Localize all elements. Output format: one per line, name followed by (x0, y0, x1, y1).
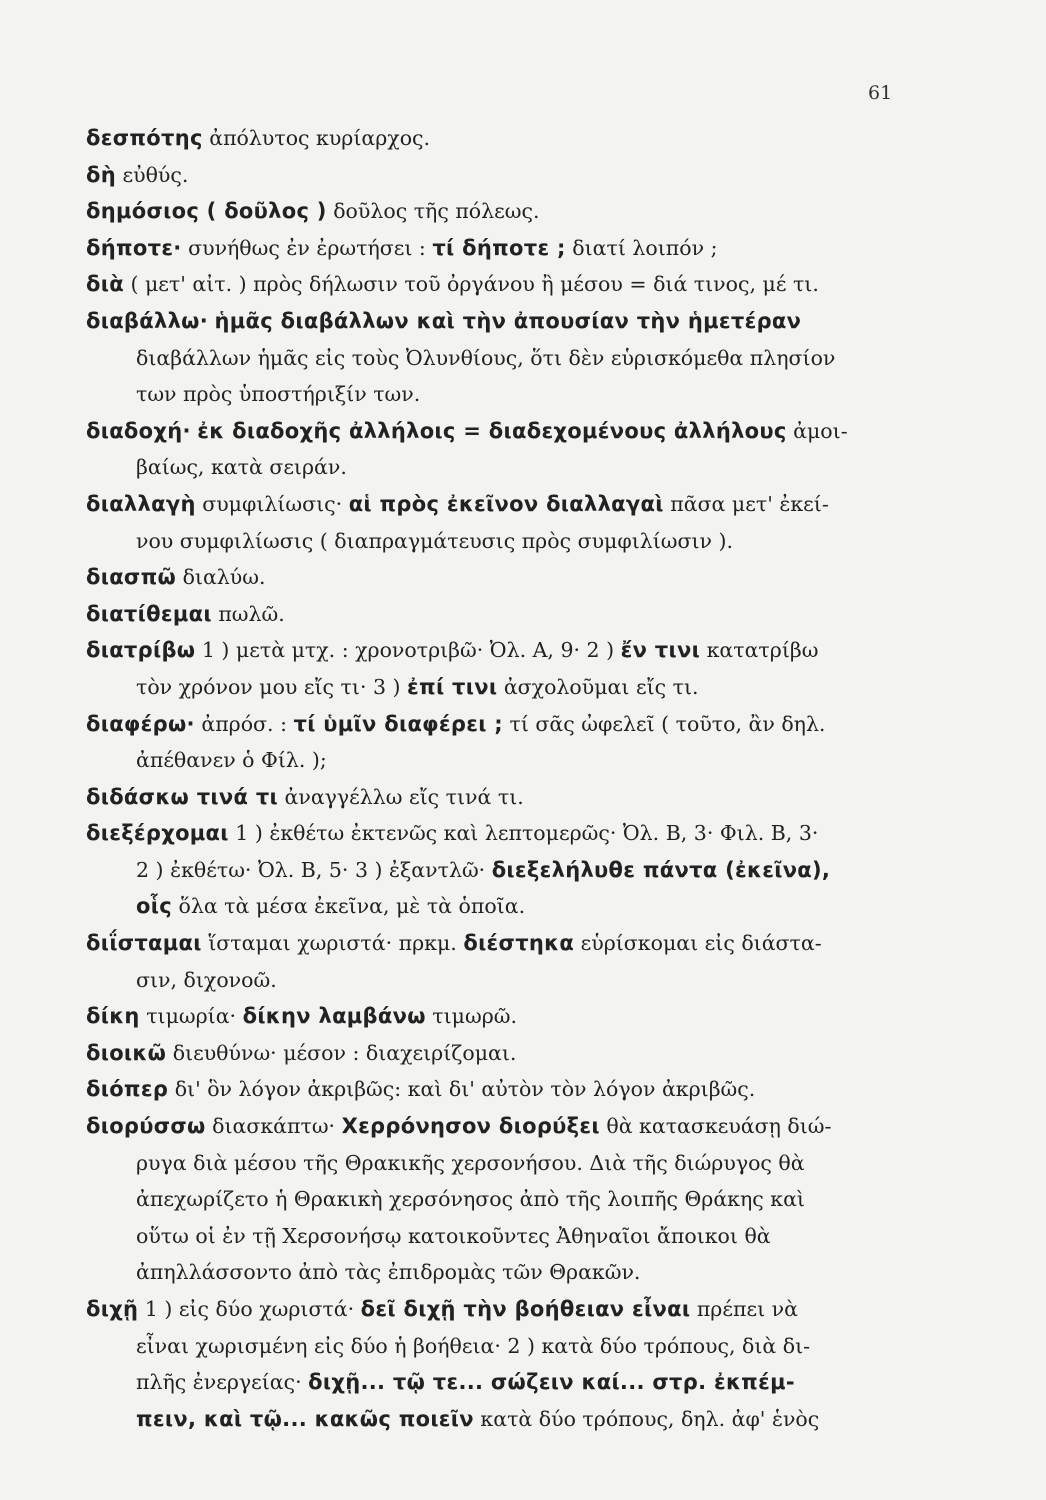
entry-line (86, 157, 912, 194)
entry-continuation-line (86, 852, 912, 889)
dictionary-entry (86, 1071, 912, 1108)
definition-text: ἀπόλυτος κυρίαρχος. (202, 126, 431, 150)
bold-phrase: Χερρόνησον διορύξει (341, 1114, 600, 1139)
dictionary-entry (86, 596, 912, 633)
headword: διεξέρχομαι (86, 821, 229, 846)
bold-phrase: ἔν τινι (620, 638, 701, 663)
definition-text: κατὰ δύο τρόπους, δηλ. ἀφ' ἑνὸς (473, 1406, 820, 1431)
definition-text: διαλύω. (176, 565, 266, 590)
bold-phrase: ἐκ διαδοχῆς ἀλλήλοις = διαδεχομένους ἀλλήλους (197, 418, 787, 443)
entry-line (86, 486, 912, 523)
headword: δήποτε· (86, 235, 182, 260)
dictionary-entry (86, 157, 912, 194)
entry-line (86, 193, 912, 230)
entry-continuation-line (86, 1145, 912, 1182)
bold-phrase: διεξελήλυθε πάντα (ἐκεῖνα), (491, 857, 831, 882)
entry-continuation-line (86, 1181, 912, 1218)
entry-line (86, 266, 912, 303)
entry-continuation-line (86, 376, 912, 413)
definition-text: πλῆς ἐνεργείας· (136, 1370, 309, 1395)
definition-text: ἀπηλλάσσοντο ἀπὸ τὰς ἐπιδρομὰς τῶν Θρακῶν. (136, 1260, 641, 1285)
dictionary-entry (86, 266, 912, 303)
bold-phrase: οἷς (136, 894, 172, 919)
definition-text: πρέπει νὰ (690, 1297, 798, 1321)
entry-line (86, 559, 912, 596)
definition-text: ρυγα διὰ μέσου τῆς Θρακικῆς χερσονήσου. Διὰ τῆς διώρυγος θὰ (136, 1150, 805, 1175)
definition-text: σιν, διχονοῶ. (136, 967, 277, 992)
definition-text: 1 ) εἰς δύο χωριστά· (138, 1297, 361, 1321)
bold-phrase: πειν, καὶ τῷ... κακῶς ποιεῖν (136, 1406, 474, 1431)
headword: διαφέρω· (86, 711, 195, 736)
dictionary-entry (86, 925, 912, 998)
dictionary-entry (86, 815, 912, 925)
entry-continuation-line (86, 1364, 912, 1401)
headword: δημόσιος ( δοῦλος ) (86, 199, 327, 224)
entry-line (86, 925, 912, 962)
entry-line (86, 815, 912, 852)
dictionary-entry (86, 486, 912, 559)
entry-continuation-line (86, 888, 912, 925)
bold-phrase: δεῖ διχῇ τὴν βοήθειαν εἶναι (360, 1297, 691, 1321)
dictionary-entry (86, 303, 912, 413)
dictionary-entry (86, 1035, 912, 1072)
headword: διαδοχή· (86, 418, 191, 443)
dictionary-entry (86, 1291, 912, 1437)
definition-text: κατατρίβω (700, 638, 819, 663)
headword: διΐσταμαι (86, 931, 202, 956)
bold-phrase: αἱ πρὸς ἐκεῖνον διαλλαγαὶ (348, 491, 664, 516)
dictionary-entry (86, 998, 912, 1035)
definition-text: νου συμφιλίωσις ( διαπραγμάτευσις πρὸς συμφιλίωσιν ). (136, 528, 734, 553)
dictionary-body (86, 120, 912, 1437)
definition-text: τιμωρία· (139, 1004, 243, 1029)
definition-text: τί σᾶς ὠφελεῖ ( τοῦτο, ἂν δηλ. (503, 711, 826, 736)
entry-line (86, 706, 912, 743)
entry-continuation-line (86, 1254, 912, 1291)
definition-text: ἀπέθανεν ὁ Φίλ. ); (136, 748, 327, 773)
entry-line (86, 998, 912, 1035)
definition-text: ἀναγγέλλω εἴς τινά τι. (278, 784, 524, 809)
definition-text: διευθύνω· μέσον : διαχειρίζομαι. (166, 1040, 517, 1065)
entry-line (86, 632, 912, 669)
headword: διατρίβω (86, 638, 196, 663)
definition-text: διατί λοιπόν ; (565, 235, 718, 260)
definition-text: ἵσταμαι χωριστά· πρκμ. (201, 931, 464, 956)
definition-text: πωλῶ. (211, 601, 285, 626)
definition-text: οὕτω οἱ ἐν τῇ Χερσονήσῳ κατοικοῦντες Ἀθηναῖοι ἄποικοι θὰ (136, 1223, 771, 1248)
entry-continuation-line (86, 1328, 912, 1365)
entry-line (86, 230, 912, 267)
definition-text: ( μετ' αἰτ. ) πρὸς δήλωσιν τοῦ ὀργάνου ἢ μέσου = διά τινος, μέ τι. (123, 272, 819, 297)
definition-text: βαίως, κατὰ σειράν. (136, 455, 347, 480)
page-number: 61 (868, 82, 893, 104)
definition-text: εἶναι χωρισμένη εἰς δύο ἡ βοήθεια· 2 ) κατὰ δύο τρόπους, διὰ δι- (136, 1333, 811, 1358)
entry-continuation-line (86, 962, 912, 999)
definition-text: 1 ) μετὰ μτχ. : χρονοτριβῶ· Ὀλ. Α, 9· 2 ) (195, 638, 621, 663)
definition-text: 2 ) ἐκθέτω· Ὀλ. Β, 5· 3 ) ἐξαντλῶ· (136, 857, 492, 882)
bold-phrase: τί ὑμῖν διαφέρει ; (293, 711, 504, 736)
definition-text: 1 ) ἐκθέτω ἐκτενῶς καὶ λεπτομερῶς· Ὀλ. Β, 3· Φιλ. Β, 3· (228, 821, 819, 846)
headword: διοικῶ (86, 1040, 167, 1065)
definition-text: συνήθως ἐν ἐρωτήσει : (181, 235, 433, 260)
definition-text: διαβάλλων ἡμᾶς εἰς τοὺς Ὀλυνθίους, ὅτι δὲν εὑρισκόμεθα πλησίον (136, 345, 836, 370)
bold-phrase: δίκην λαμβάνω (242, 1004, 426, 1029)
entry-line (86, 779, 912, 816)
entry-continuation-line (86, 449, 912, 486)
entry-line (86, 1291, 912, 1328)
bold-phrase: τί δήποτε ; (432, 235, 566, 260)
entry-line (86, 1071, 912, 1108)
entry-line (86, 120, 912, 157)
dictionary-entry (86, 120, 912, 157)
headword: διαλλαγὴ (86, 491, 196, 516)
entry-continuation-line (86, 742, 912, 779)
dictionary-entry (86, 706, 912, 779)
headword: διορύσσω (86, 1114, 206, 1139)
definition-text: ἀσχολοῦμαι εἴς τι. (497, 674, 699, 699)
definition-text: συμφιλίωσις· (195, 491, 349, 516)
entry-line (86, 303, 912, 340)
definition-text: τὸν χρόνον μου εἴς τι· 3 ) (136, 674, 408, 699)
dictionary-entry (86, 559, 912, 596)
dictionary-entry (86, 193, 912, 230)
entry-continuation-line (86, 1218, 912, 1255)
definition-text: πᾶσα μετ' ἐκεί- (663, 491, 829, 516)
dictionary-entry (86, 1108, 912, 1291)
entry-continuation-line (86, 1401, 912, 1438)
headword: διόπερ (86, 1077, 169, 1102)
definition-text: διασκάπτω· (205, 1114, 342, 1139)
definition-text: δοῦλος τῆς πόλεως. (326, 199, 540, 224)
definition-text: ἀπεχωρίζετο ἡ Θρακικὴ χερσόνησος ἀπὸ τῆς λοιπῆς Θράκης καὶ (136, 1187, 805, 1212)
definition-text: τιμωρῶ. (425, 1004, 518, 1029)
headword: διὰ (86, 272, 124, 297)
definition-text: ὅλα τὰ μέσα ἐκεῖνα, μὲ τὰ ὁποῖα. (171, 894, 526, 919)
definition-text: ἀμοι- (786, 418, 848, 443)
dictionary-entry (86, 632, 912, 705)
bold-phrase: διχῇ... τῷ τε... σώζειν καί... στρ. ἐκπέμ- (308, 1370, 795, 1395)
bold-phrase: ἡμᾶς διαβάλλων καὶ τὴν ἀπουσίαν τὴν ἡμετέραν (214, 308, 802, 333)
entry-line (86, 413, 912, 450)
headword: δὴ (86, 162, 116, 187)
headword: διατίθεμαι (86, 601, 212, 626)
headword: δίκη (86, 1004, 140, 1029)
headword: διασπῶ (86, 565, 177, 590)
entry-continuation-line (86, 669, 912, 706)
entry-continuation-line (86, 340, 912, 377)
definition-text: εὑρίσκομαι εἰς διάστα- (574, 931, 822, 956)
dictionary-entry (86, 230, 912, 267)
definition-text: θὰ κατασκευάσῃ διώ- (599, 1114, 832, 1139)
headword: διαβάλλω· (86, 308, 209, 333)
entry-continuation-line (86, 523, 912, 560)
bold-phrase: διέστηκα (463, 931, 575, 956)
headword: δεσπότης (86, 126, 203, 150)
definition-text: δι' ὃν λόγον ἀκριβῶς: καὶ δι' αὐτὸν τὸν λόγον ἀκριβῶς. (168, 1077, 756, 1102)
dictionary-entry (86, 413, 912, 486)
definition-text: ἀπρόσ. : (194, 711, 294, 736)
entry-line (86, 596, 912, 633)
entry-line (86, 1108, 912, 1145)
headword: διδάσκω τινά τι (86, 784, 279, 809)
definition-text: των πρὸς ὑποστήριξίν των. (136, 382, 421, 407)
entry-line (86, 1035, 912, 1072)
dictionary-entry (86, 779, 912, 816)
definition-text: εὐθύς. (115, 162, 189, 187)
bold-phrase: ἐπί τινι (407, 674, 498, 699)
headword: διχῇ (86, 1297, 139, 1321)
